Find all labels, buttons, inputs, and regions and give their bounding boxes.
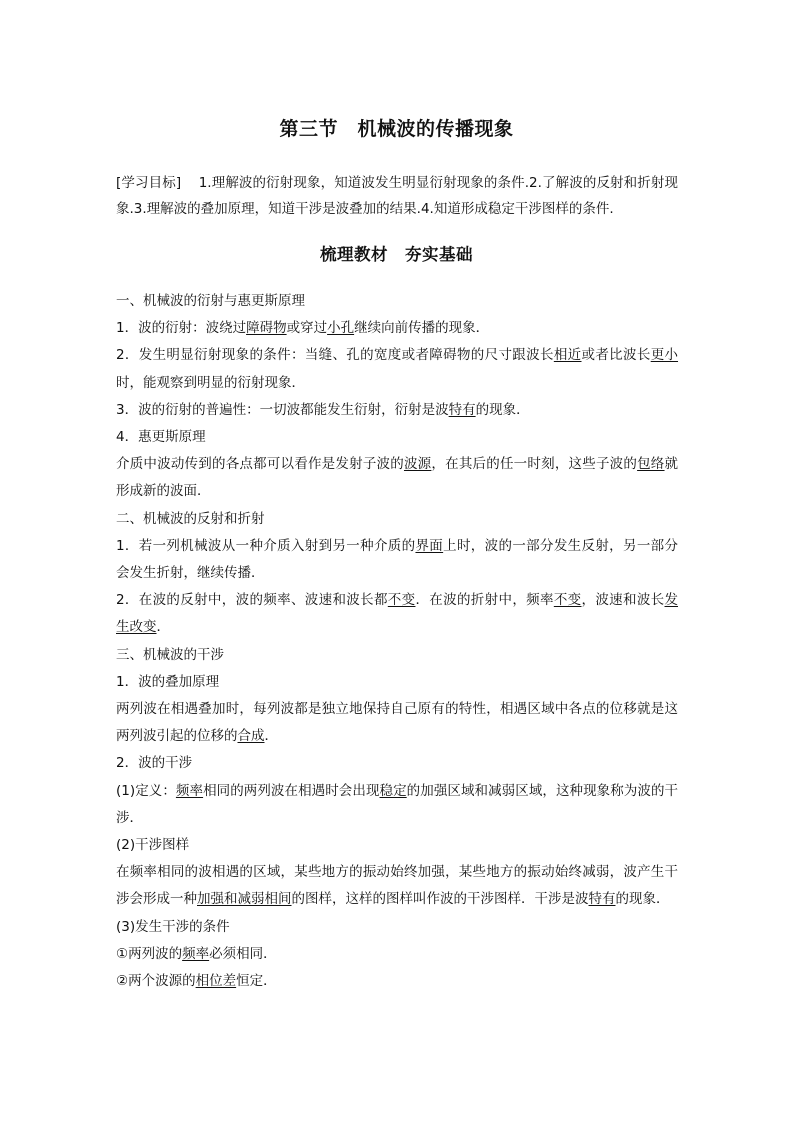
fill-blank: 障碍物: [246, 320, 287, 337]
section-heading-reflection: 二、机械波的反射和折射: [116, 510, 265, 527]
objectives-label: [学习目标]: [116, 175, 182, 191]
fill-blank: 更小: [650, 347, 679, 364]
paragraph: ①两列波的频率必须相同．: [116, 945, 277, 962]
section-title: 第三节 机械波的传播现象: [279, 118, 514, 140]
paragraph: 介质中波动传到的各点都可以看作是发射子波的波源，在其后的任一时刻，这些子波的包络就形成新的波面．: [116, 456, 679, 500]
paragraph: (1)定义：频率相同的两列波在相遇时会出现稳定的加强区域和减弱区域，这种现象称为波的干涉．: [116, 782, 679, 826]
paragraph: (3)发生干涉的条件: [116, 918, 230, 935]
fill-blank: 波源: [403, 456, 432, 473]
paragraph: 在频率相同的波相遇的区域，某些地方的振动始终加强，某些地方的振动始终减弱，波产生干涉会形成一种加强和减弱相间的图样，这样的图样叫作波的干涉图样．干涉是波特有的现象．: [116, 864, 678, 908]
fill-blank: 加强和减弱相间: [197, 891, 292, 908]
fill-blank: 频率: [182, 945, 210, 962]
fill-blank: 界面: [415, 537, 444, 554]
paragraph: 1．若一列机械波从一种介质入射到另一种介质的界面上时，波的一部分发生反射，另一部分会发生折射，继续传播．: [116, 537, 679, 582]
fill-blank: 稳定: [379, 782, 407, 799]
fill-blank: 不变: [387, 592, 416, 609]
paragraph: (2)干涉图样: [116, 837, 190, 854]
paragraph: 1．波的叠加原理: [116, 673, 220, 690]
fill-blank: 包络: [637, 456, 665, 473]
paragraph: 2．在波的反射中，波的频率、波速和波长都不变．在波的折射中，频率不变，波速和波长发生改变．: [116, 592, 679, 636]
paragraph: 3．波的衍射的普遍性：一切波都能发生衍射，衍射是波特有的现象．: [116, 401, 530, 418]
fill-blank: 合成: [237, 728, 265, 745]
section-heading-diffraction: 一、机械波的衍射与惠更斯原理: [116, 293, 305, 309]
learning-objectives: [116, 170, 678, 222]
fill-blank: 小孔: [327, 320, 355, 337]
section-heading-interference: 三、机械波的干涉: [116, 646, 224, 663]
fill-blank: 特有: [588, 891, 616, 908]
paragraph: ②两个波源的相位差恒定．: [116, 973, 277, 990]
fill-blank: 不变: [553, 592, 582, 609]
paragraph: 两列波在相遇叠加时，每列波都是独立地保持自己原有的特性，相遇区域中各点的位移就是这两列波引起的位移的合成．: [116, 701, 678, 745]
paragraph: 2．波的干涉: [116, 755, 193, 772]
paragraph: 1．波的衍射：波绕过障碍物或穿过小孔继续向前传播的现象．: [116, 320, 490, 337]
paragraph: 4．惠更斯原理: [116, 429, 206, 446]
fill-blank: 频率: [175, 782, 204, 799]
fill-blank: 相近: [553, 347, 582, 364]
paragraph: 2．发生明显衍射现象的条件：当缝、孔的宽度或者障碍物的尺寸跟波长相近或者比波长更小时，能观察到明显的衍射现象．: [116, 347, 679, 391]
fill-blank: 相位差: [195, 973, 237, 990]
fill-blank: 特有: [448, 401, 476, 418]
document-body: [116, 288, 678, 995]
fill-blank: 发生改变: [116, 592, 679, 636]
subtitle: 梳理教材 夯实基础: [320, 245, 473, 264]
objectives-text: 1.理解波的衍射现象，知道波发生明显衍射现象的条件.2.了解波的反射和折射现象.3.理解波的叠加原理，知道干涉是波叠加的结果.4.知道形成稳定干涉图样的条件.: [116, 175, 678, 217]
